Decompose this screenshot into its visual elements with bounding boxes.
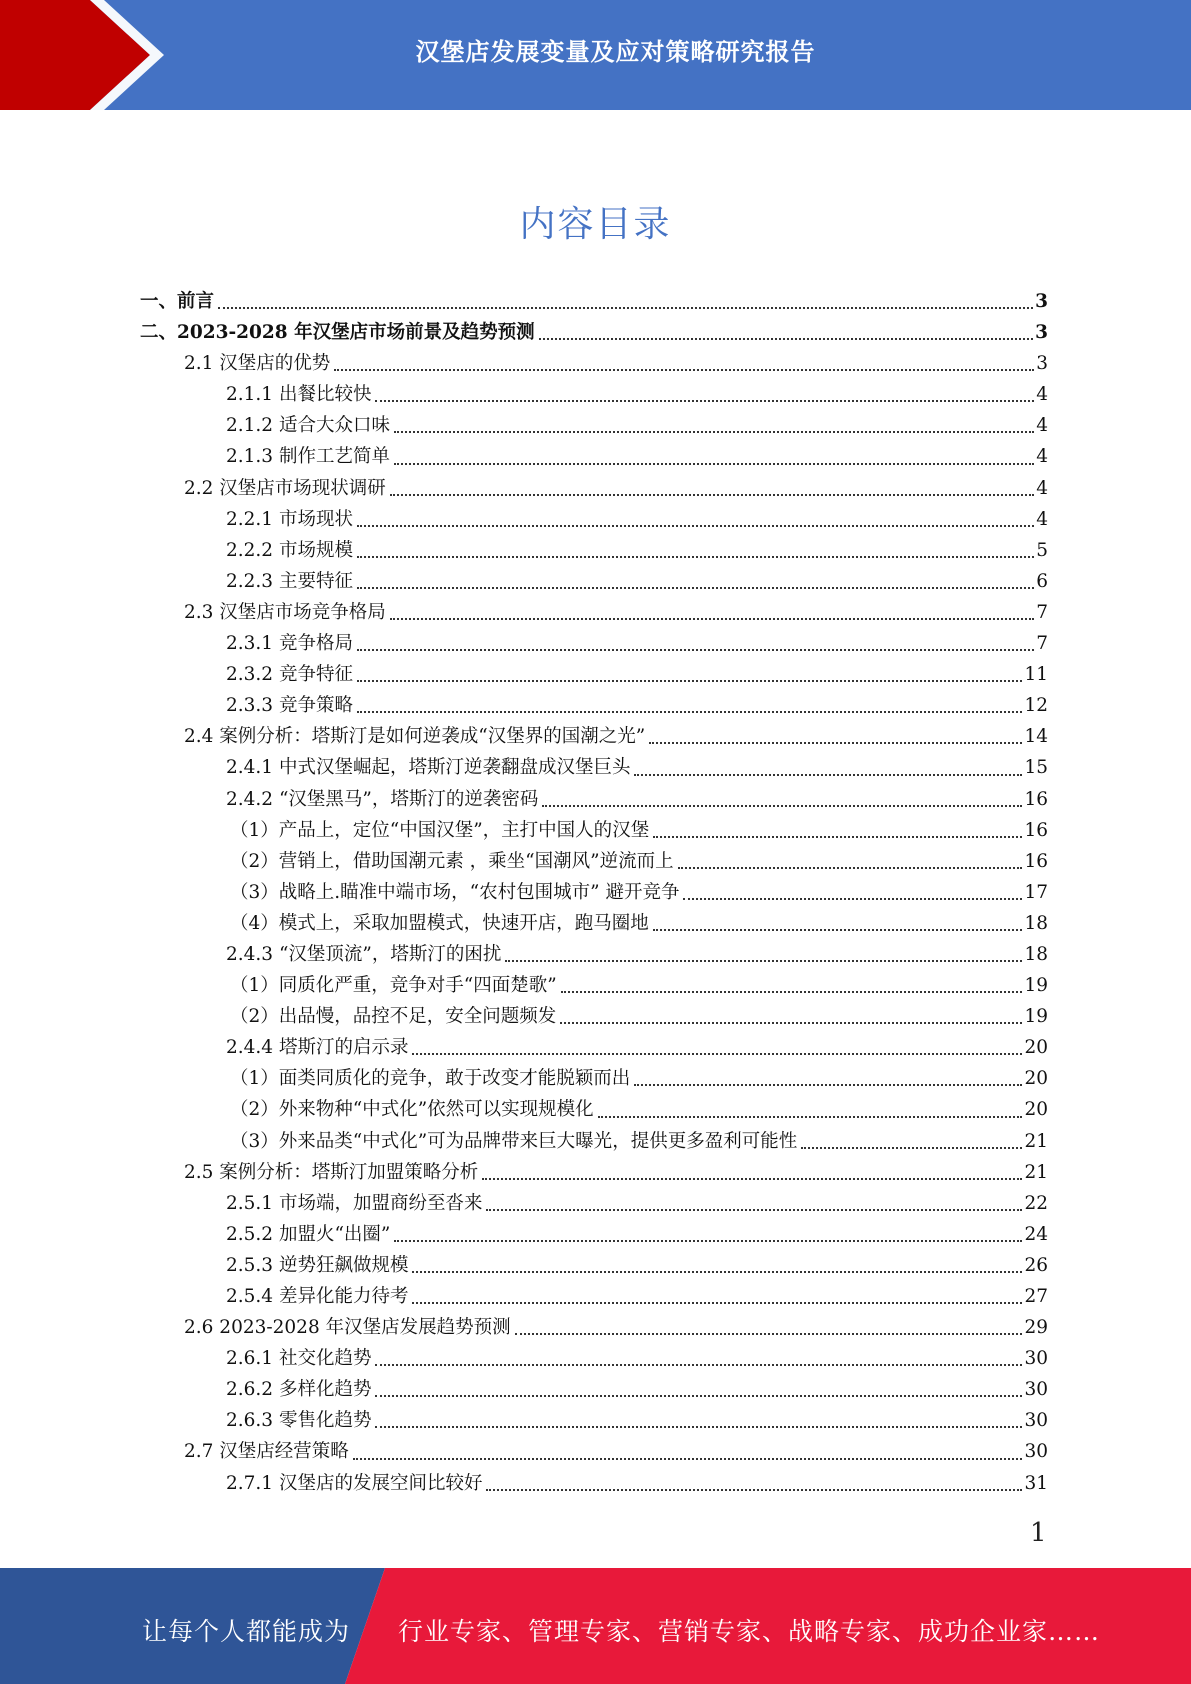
toc-entry-title: 2.6 2023-2028 年汉堡店发展趋势预测 [184, 1317, 511, 1339]
footer-slogan-right: 行业专家、管理专家、营销专家、战略专家、成功企业家…… [398, 1617, 1101, 1646]
toc-leader-dots [634, 773, 1022, 776]
toc-entry[interactable] [140, 597, 1048, 628]
toc-leader-dots [390, 617, 1034, 620]
toc-leader-dots [394, 430, 1034, 433]
toc-entry[interactable] [140, 566, 1048, 597]
toc-entry-page: 19 [1024, 1006, 1048, 1028]
toc-entry[interactable] [140, 1405, 1048, 1436]
toc-entry[interactable] [140, 628, 1048, 659]
toc-leader-dots [598, 1115, 1023, 1118]
toc-leader-dots [542, 804, 1022, 807]
toc-entry[interactable] [140, 1157, 1048, 1188]
toc-leader-dots [561, 990, 1023, 993]
toc-entry[interactable] [140, 752, 1048, 783]
toc-entry-page: 3 [1035, 291, 1048, 312]
toc-leader-dots [357, 524, 1034, 527]
toc-entry-page: 12 [1024, 695, 1048, 717]
toc-entry-page: 21 [1024, 1161, 1048, 1183]
page-header [0, 0, 1191, 110]
toc-leader-dots [357, 679, 1023, 682]
toc-entry-page: 16 [1024, 788, 1048, 810]
toc-entry-title: 二、2023-2028 年汉堡店市场前景及趋势预测 [140, 322, 535, 344]
toc-leader-dots [515, 1332, 1023, 1335]
toc-entry-title: 2.1.3 制作工艺简单 [226, 446, 390, 468]
toc-entry-title: 2.1.1 出餐比较快 [226, 384, 372, 406]
toc-entry-page: 30 [1024, 1379, 1048, 1401]
toc-entry-page: 30 [1024, 1348, 1048, 1370]
toc-entry-title: 2.3.1 竞争格局 [226, 633, 353, 655]
toc-entry-title: （3）外来品类“中式化”可为品牌带来巨大曝光，提供更多盈利可能性 [230, 1130, 798, 1152]
toc-entry-title: （1）产品上，定位“中国汉堡”，主打中国人的汉堡 [230, 819, 650, 841]
toc-entry-title: 2.4 案例分析：塔斯汀是如何逆袭成“汉堡界的国潮之光” [184, 726, 646, 748]
toc-entry-page: 17 [1024, 881, 1048, 903]
toc-entry[interactable] [140, 1343, 1048, 1374]
toc-entry-page: 4 [1036, 415, 1048, 437]
toc-entry-page: 26 [1024, 1254, 1048, 1276]
toc-leader-dots [505, 959, 1022, 962]
toc-entry[interactable] [140, 690, 1048, 721]
toc-entry-title: 2.6.1 社交化趋势 [226, 1348, 372, 1370]
toc-leader-dots [649, 741, 1022, 744]
toc-entry[interactable] [140, 970, 1048, 1001]
toc-entry-page: 22 [1024, 1192, 1048, 1214]
toc-entry-title: 2.4.1 中式汉堡崛起，塔斯汀逆袭翻盘成汉堡巨头 [226, 757, 631, 779]
toc-leader-dots [375, 399, 1034, 402]
toc-entry-title: 2.2.2 市场规模 [226, 539, 353, 561]
toc-entry-title: 2.2 汉堡店市场现状调研 [184, 477, 386, 499]
toc-entry[interactable] [140, 939, 1048, 970]
toc-leader-dots [539, 337, 1034, 340]
table-of-contents [140, 286, 1048, 1499]
toc-leader-dots [334, 368, 1034, 371]
toc-leader-dots [634, 1083, 1022, 1086]
toc-entry[interactable] [140, 815, 1048, 846]
toc-entry[interactable] [140, 1001, 1048, 1032]
toc-entry-page: 3 [1036, 353, 1048, 375]
toc-entry[interactable] [140, 908, 1048, 939]
toc-leader-dots [486, 1488, 1022, 1491]
toc-entry-page: 18 [1024, 943, 1048, 965]
toc-leader-dots [390, 493, 1034, 496]
toc-leader-dots [375, 1394, 1022, 1397]
toc-leader-dots [218, 306, 1033, 309]
toc-entry-title: 2.3 汉堡店市场竞争格局 [184, 601, 386, 623]
toc-entry-title: 2.5.3 逆势狂飙做规模 [226, 1254, 409, 1276]
toc-entry-title: 2.1.2 适合大众口味 [226, 415, 390, 437]
toc-entry-title: （1）面类同质化的竞争，敢于改变才能脱颖而出 [230, 1068, 631, 1090]
toc-entry[interactable] [140, 1281, 1048, 1312]
report-title: 汉堡店发展变量及应对策略研究报告 [415, 38, 816, 66]
toc-entry-page: 24 [1024, 1223, 1048, 1245]
toc-entry-title: （2）外来物种“中式化”依然可以实现规模化 [230, 1099, 594, 1121]
toc-leader-dots [375, 1363, 1022, 1366]
toc-leader-dots [357, 648, 1034, 651]
toc-entry-title: 2.7.1 汉堡店的发展空间比较好 [226, 1472, 483, 1494]
toc-entry[interactable] [140, 784, 1048, 815]
toc-entry-title: 2.3.2 竞争特征 [226, 664, 353, 686]
toc-entry-title: 2.2.3 主要特征 [226, 570, 353, 592]
toc-leader-dots [486, 1208, 1022, 1211]
toc-entry-title: （2）营销上，借助国潮元素 ，乘坐“国潮风”逆流而上 [230, 850, 674, 872]
toc-heading: 内容目录 [519, 204, 672, 245]
toc-entry-title: 2.6.2 多样化趋势 [226, 1379, 372, 1401]
footer-slogan-left: 让每个人都能成为 [142, 1617, 351, 1646]
toc-entry-title: 2.5 案例分析：塔斯汀加盟策略分析 [184, 1161, 479, 1183]
toc-leader-dots [482, 1177, 1022, 1180]
toc-entry-page: 5 [1036, 539, 1048, 561]
toc-entry-page: 21 [1024, 1130, 1048, 1152]
toc-entry[interactable] [140, 721, 1048, 752]
toc-entry-page: 29 [1024, 1317, 1048, 1339]
toc-entry[interactable] [140, 877, 1048, 908]
toc-entry-title: （3）战略上.瞄准中端市场，“农村包围城市” 避开竞争 [230, 881, 680, 903]
toc-entry-page: 19 [1024, 975, 1048, 997]
toc-entry-page: 30 [1024, 1441, 1048, 1463]
toc-entry-title: （2）出品慢，品控不足，安全问题频发 [230, 1006, 557, 1028]
toc-entry-title: 2.6.3 零售化趋势 [226, 1410, 372, 1432]
toc-leader-dots [683, 897, 1022, 900]
toc-entry[interactable] [140, 379, 1048, 410]
toc-leader-dots [678, 866, 1023, 869]
toc-entry-page: 11 [1024, 664, 1048, 686]
toc-leader-dots [357, 586, 1034, 589]
toc-entry-title: 2.4.4 塔斯汀的启示录 [226, 1037, 409, 1059]
toc-entry-title: 2.1 汉堡店的优势 [184, 353, 331, 375]
toc-entry[interactable] [140, 1063, 1048, 1094]
toc-entry-page: 20 [1024, 1037, 1048, 1059]
toc-entry[interactable] [140, 317, 1048, 348]
toc-entry-page: 7 [1036, 633, 1048, 655]
toc-entry[interactable] [140, 1126, 1048, 1157]
toc-leader-dots [412, 1301, 1022, 1304]
toc-entry-page: 16 [1024, 819, 1048, 841]
toc-entry-page: 18 [1024, 912, 1048, 934]
toc-entry[interactable] [140, 1468, 1048, 1499]
toc-entry-title: （1）同质化严重，竞争对手“四面楚歌” [230, 975, 557, 997]
toc-entry-page: 4 [1036, 446, 1048, 468]
toc-entry-page: 7 [1036, 601, 1048, 623]
toc-entry-page: 20 [1024, 1068, 1048, 1090]
toc-entry-title: 2.5.1 市场端，加盟商纷至沓来 [226, 1192, 483, 1214]
toc-entry[interactable] [140, 846, 1048, 877]
toc-leader-dots [560, 1021, 1022, 1024]
toc-entry[interactable] [140, 1312, 1048, 1343]
toc-leader-dots [353, 1457, 1023, 1460]
toc-entry-title: 2.5.2 加盟火“出圈” [226, 1223, 391, 1245]
toc-leader-dots [394, 462, 1034, 465]
toc-entry[interactable] [140, 504, 1048, 535]
toc-leader-dots [357, 555, 1034, 558]
toc-entry-page: 15 [1024, 757, 1048, 779]
toc-entry[interactable] [140, 348, 1048, 379]
toc-leader-dots [375, 1425, 1022, 1428]
toc-entry-page: 4 [1036, 508, 1048, 530]
toc-entry[interactable] [140, 1188, 1048, 1219]
toc-entry-title: 2.7 汉堡店经营策略 [184, 1441, 349, 1463]
toc-entry[interactable] [140, 1436, 1048, 1467]
toc-entry-page: 31 [1024, 1472, 1048, 1494]
toc-leader-dots [412, 1270, 1022, 1273]
toc-entry-title: （4）模式上，采取加盟模式，快速开店，跑马圈地 [230, 912, 649, 934]
toc-entry-page: 6 [1036, 570, 1048, 592]
toc-entry-page: 14 [1024, 726, 1048, 748]
toc-entry[interactable] [140, 1374, 1048, 1405]
toc-leader-dots [653, 928, 1023, 931]
toc-leader-dots [394, 1239, 1022, 1242]
toc-entry[interactable] [140, 410, 1048, 441]
toc-entry-title: 一、前言 [140, 291, 215, 312]
toc-entry-title: 2.4.2 “汉堡黑马”，塔斯汀的逆袭密码 [226, 788, 539, 810]
toc-leader-dots [357, 710, 1023, 713]
toc-entry[interactable] [140, 286, 1048, 317]
toc-entry-title: 2.4.3 “汉堡顶流”，塔斯汀的困扰 [226, 943, 502, 965]
page-number: 1 [1030, 1518, 1047, 1548]
toc-entry-page: 16 [1024, 850, 1048, 872]
toc-entry-page: 20 [1024, 1099, 1048, 1121]
toc-entry-title: 2.5.4 差异化能力待考 [226, 1286, 409, 1307]
toc-leader-dots [801, 1146, 1022, 1149]
toc-entry[interactable] [140, 441, 1048, 472]
toc-entry-page: 27 [1024, 1286, 1048, 1307]
toc-entry[interactable] [140, 1032, 1048, 1063]
toc-entry[interactable] [140, 1250, 1048, 1281]
toc-leader-dots [653, 835, 1022, 838]
toc-entry[interactable] [140, 1219, 1048, 1250]
toc-entry-title: 2.3.3 竞争策略 [226, 695, 353, 717]
toc-entry-title: 2.2.1 市场现状 [226, 508, 353, 530]
toc-entry[interactable] [140, 473, 1048, 504]
toc-entry-page: 3 [1035, 322, 1048, 344]
toc-entry-page: 4 [1036, 477, 1048, 499]
toc-entry-page: 4 [1036, 384, 1048, 406]
toc-entry[interactable] [140, 1094, 1048, 1125]
toc-leader-dots [412, 1052, 1022, 1055]
toc-entry[interactable] [140, 535, 1048, 566]
toc-entry[interactable] [140, 659, 1048, 690]
page-footer [0, 1568, 1191, 1684]
toc-entry-page: 30 [1024, 1410, 1048, 1432]
